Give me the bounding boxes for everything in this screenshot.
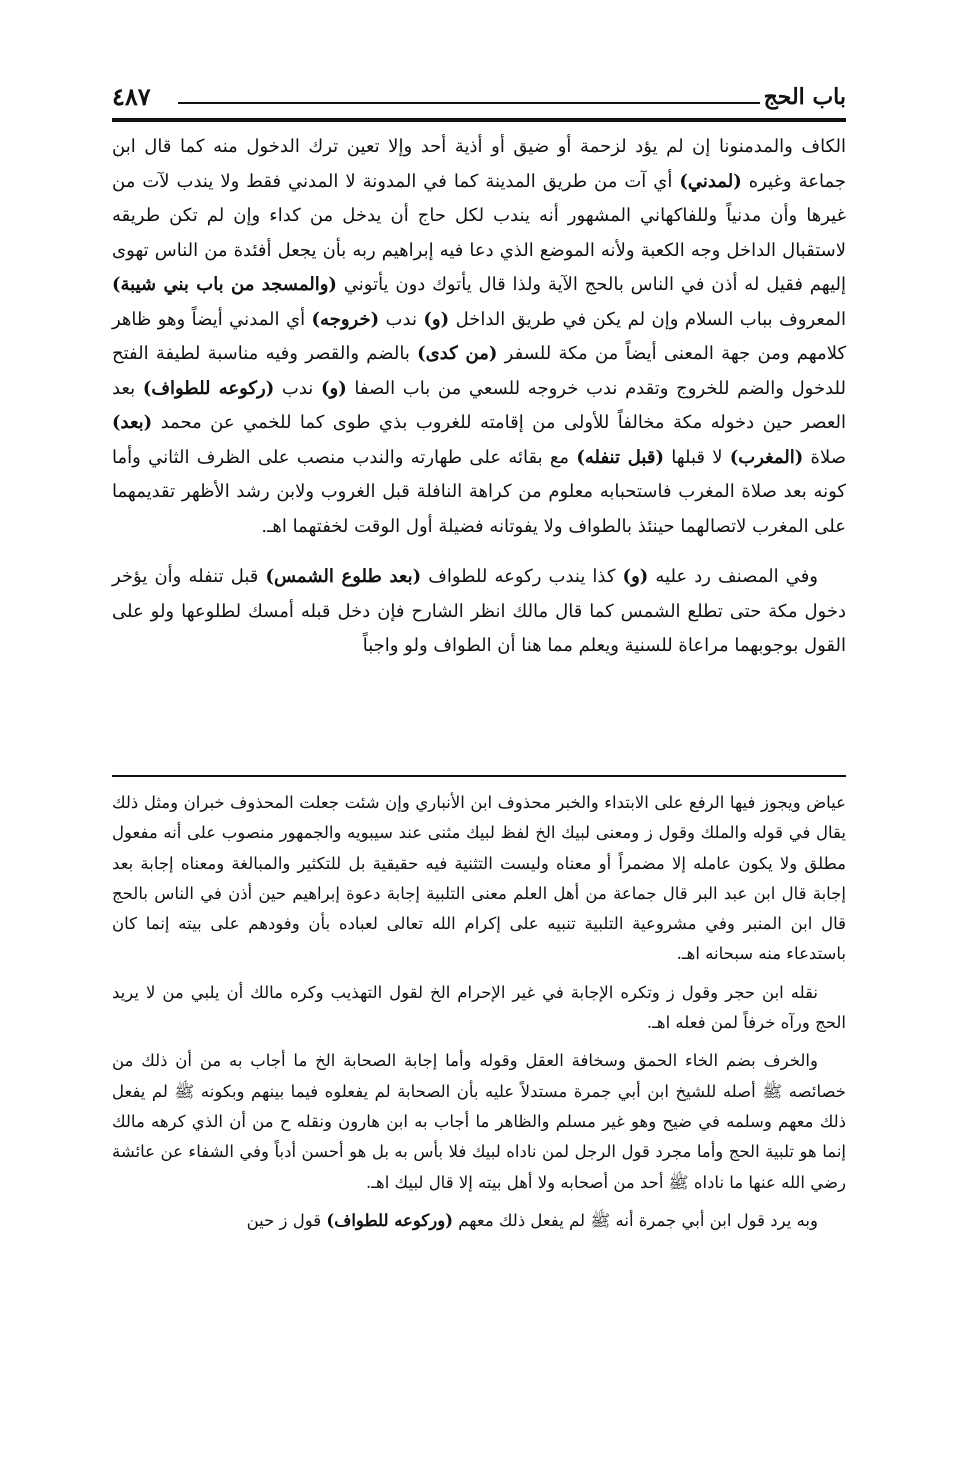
- main-p1-seg-16: صلاة: [803, 446, 846, 468]
- main-text: [112, 130, 846, 664]
- main-p2-seg-0: وفي المصنف رد عليه: [648, 566, 818, 587]
- main-p1-seg-5: (و): [423, 308, 450, 330]
- main-p1-seg-1: (لمدني): [679, 170, 742, 192]
- main-p1-seg-17: (المغرب): [729, 446, 804, 468]
- main-p1-seg-0: الكاف والمدمنونا إن لم يؤد لزحمة أو ضيق أو أذية أحد وإلا تعين ترك الدخول منه كما قال ابن جماعة وغيره: [112, 136, 846, 192]
- main-paragraph-1: [112, 130, 846, 544]
- main-p1-seg-2: أي آت من طريق المدينة كما في المدونة لا المدني فقط ولا يندب لآت من غيرها وأن مدنياً وللفاكهاني المشهور أنه يندب لكل حاج أن يدخل من كداء وإن لم تكن طريقه لاستقبال الداخل وجه الكعبة ولأنه الموضع الذي دعا فيه إبراهيم ربه بأن يجعل أفئدة من الناس تهوى إليهم فقيل له أذن في الناس بالحج الآية ولذا قال يأتوك دون يأتوني: [112, 170, 846, 295]
- fn-p4-seg-1: (وركوعه للطواف): [326, 1210, 454, 1230]
- main-p1-seg-13: (ركوعه للطواف): [142, 377, 275, 399]
- main-p2-seg-3: (بعد طلوع الشمس): [265, 566, 422, 587]
- header-divider: [112, 118, 846, 122]
- main-p2-seg-2: كذا يندب ركوعه للطواف: [421, 566, 623, 587]
- fn-p4-seg-2: قول ز حين: [246, 1210, 327, 1230]
- main-p1-seg-12: ندب: [274, 377, 321, 399]
- main-p1-seg-9: (من كدى): [417, 343, 498, 364]
- main-p1-seg-10: بالضم والقصر وفيه مناسبة لطيفة الفتح للدخول والضم للخروج وتقدم ندب خروجه للسعي من باب الصفا: [112, 343, 847, 399]
- main-p1-seg-19: (قبل تنفله): [576, 446, 664, 468]
- footnote-paragraph-4: [112, 1206, 846, 1236]
- fn-p4-seg-0: وبه يرد قول ابن أبي جمرة أنه ﷺ لم يفعل ذلك معهم: [453, 1210, 818, 1230]
- page-header: [112, 82, 846, 118]
- main-p1-seg-3: (والمسجد من باب بني شيبة): [112, 274, 337, 295]
- main-paragraph-2: [112, 560, 846, 664]
- main-p1-seg-4: المعروف بباب السلام وإن لم يكن في طريق الداخل: [449, 308, 846, 330]
- footnote-paragraph-3: والخرف بضم الخاء الحمق وسخافة العقل وقوله وأما إجابة الصحابة الخ ما أجاب به من أن ذلك من خصائصه ﷺ أصله للشيخ ابن أبي جمرة مستدلاً عليه بأن الصحابة لم يفعلوه فيما بينهم وبكونه ﷺ لم يفعل ذلك معهم وسلمه في ضيح وهو غير مسلم والظاهر ما أجاب به ابن هارون ونقله ح من أن الذي كرهه مالك إنما هو تلبية الحج وأما مجرد قول الرجل لمن ناداه لبيك فلا بأس به بل هو أحسن أدباً وفي الشفاء عن عائشة رضي الله عنها ما ناداه ﷺ أحد من أصحابه ولا أهل بيته إلا قال لبيك اهـ.: [112, 1051, 846, 1192]
- running-title: باب الحج: [763, 84, 846, 110]
- main-p1-seg-7: (خروجه): [311, 308, 380, 330]
- header-rule: [178, 102, 760, 104]
- main-p1-seg-20: مع بقائه على طهارته والندب منصب على الظرف الثاني وأما كونه بعد صلاة المغرب فاستحبابه معلوم من كراهة النافلة قبل الغروب ولابن رشد الأظهر تقديمهما على المغرب لاتصالهما حينئذ بالطواف ولا يفوتانه فضيلة أول الوقت لخفتهما اهـ.: [112, 446, 846, 537]
- main-p1-seg-6: ندب: [379, 308, 424, 330]
- footnote-divider: [112, 775, 846, 777]
- main-p1-seg-8: أي المدني أيضاً وهو ظاهر كلامهم ومن جهة المعنى أيضاً من مكة للسفر: [112, 308, 847, 364]
- main-p1-seg-11: (و): [321, 377, 347, 399]
- main-p1-seg-18: لا قبلها: [663, 446, 730, 468]
- footnote-paragraph-1: عياض ويجوز فيها الرفع على الابتداء والخبر محذوف ابن الأنباري وإن شئت جعلت المحذوف خبران ومثل ذلك يقال في قوله والملك وقول ز ومعنى لبيك الخ لفظ لبيك مثنى عند سيبويه والجمهور منصوب على أنه مفعول مطلق ولا يكون عامله إلا مضمراً أو معناه وليست التثنية فيه حقيقية بل للتكثير والمبالغة ومعناه إجابة بعد إجابة قال ابن عبد البر قال جماعة من أهل العلم معنى التلبية إجابة دعوة إبراهيم حين أذن في الناس بالحج قال ابن المنبر وفي مشروعية التلبية تنبيه على إكرام الله تعالى لعباده بأن وفودهم على بيته إنما كان باستدعاء منه سبحانه اهـ.: [112, 793, 846, 964]
- footnote-paragraph-2: نقله ابن حجر وقول ز وتكره الإجابة في غير الإحرام الخ لقول التهذيب وكره مالك أن يلبي من لا يريد الحج ورآه خرفاً لمن فعله اهـ.: [112, 982, 846, 1033]
- footnotes: [112, 788, 846, 1244]
- main-p1-seg-14: بعد العصر حين دخوله مكة مخالفاً للأولى من إقامته للغروب بذي طوى كما للخمي عن محمد: [112, 377, 846, 433]
- main-p1-seg-15: (بعد): [112, 412, 153, 433]
- main-p2-seg-1: (و): [622, 566, 649, 587]
- page-number: ٤٨٧: [112, 82, 151, 111]
- main-p2-seg-4: قبل تنفله وأن يؤخر دخول مكة حتى تطلع الشمس كما قال مالك انظر الشارح فإن دخل قبله أمسك لطلوعها ولو على القول بوجوبهما مراعاة للسنية ويعلم مما هنا أن الطواف ولو واجباً: [112, 566, 846, 656]
